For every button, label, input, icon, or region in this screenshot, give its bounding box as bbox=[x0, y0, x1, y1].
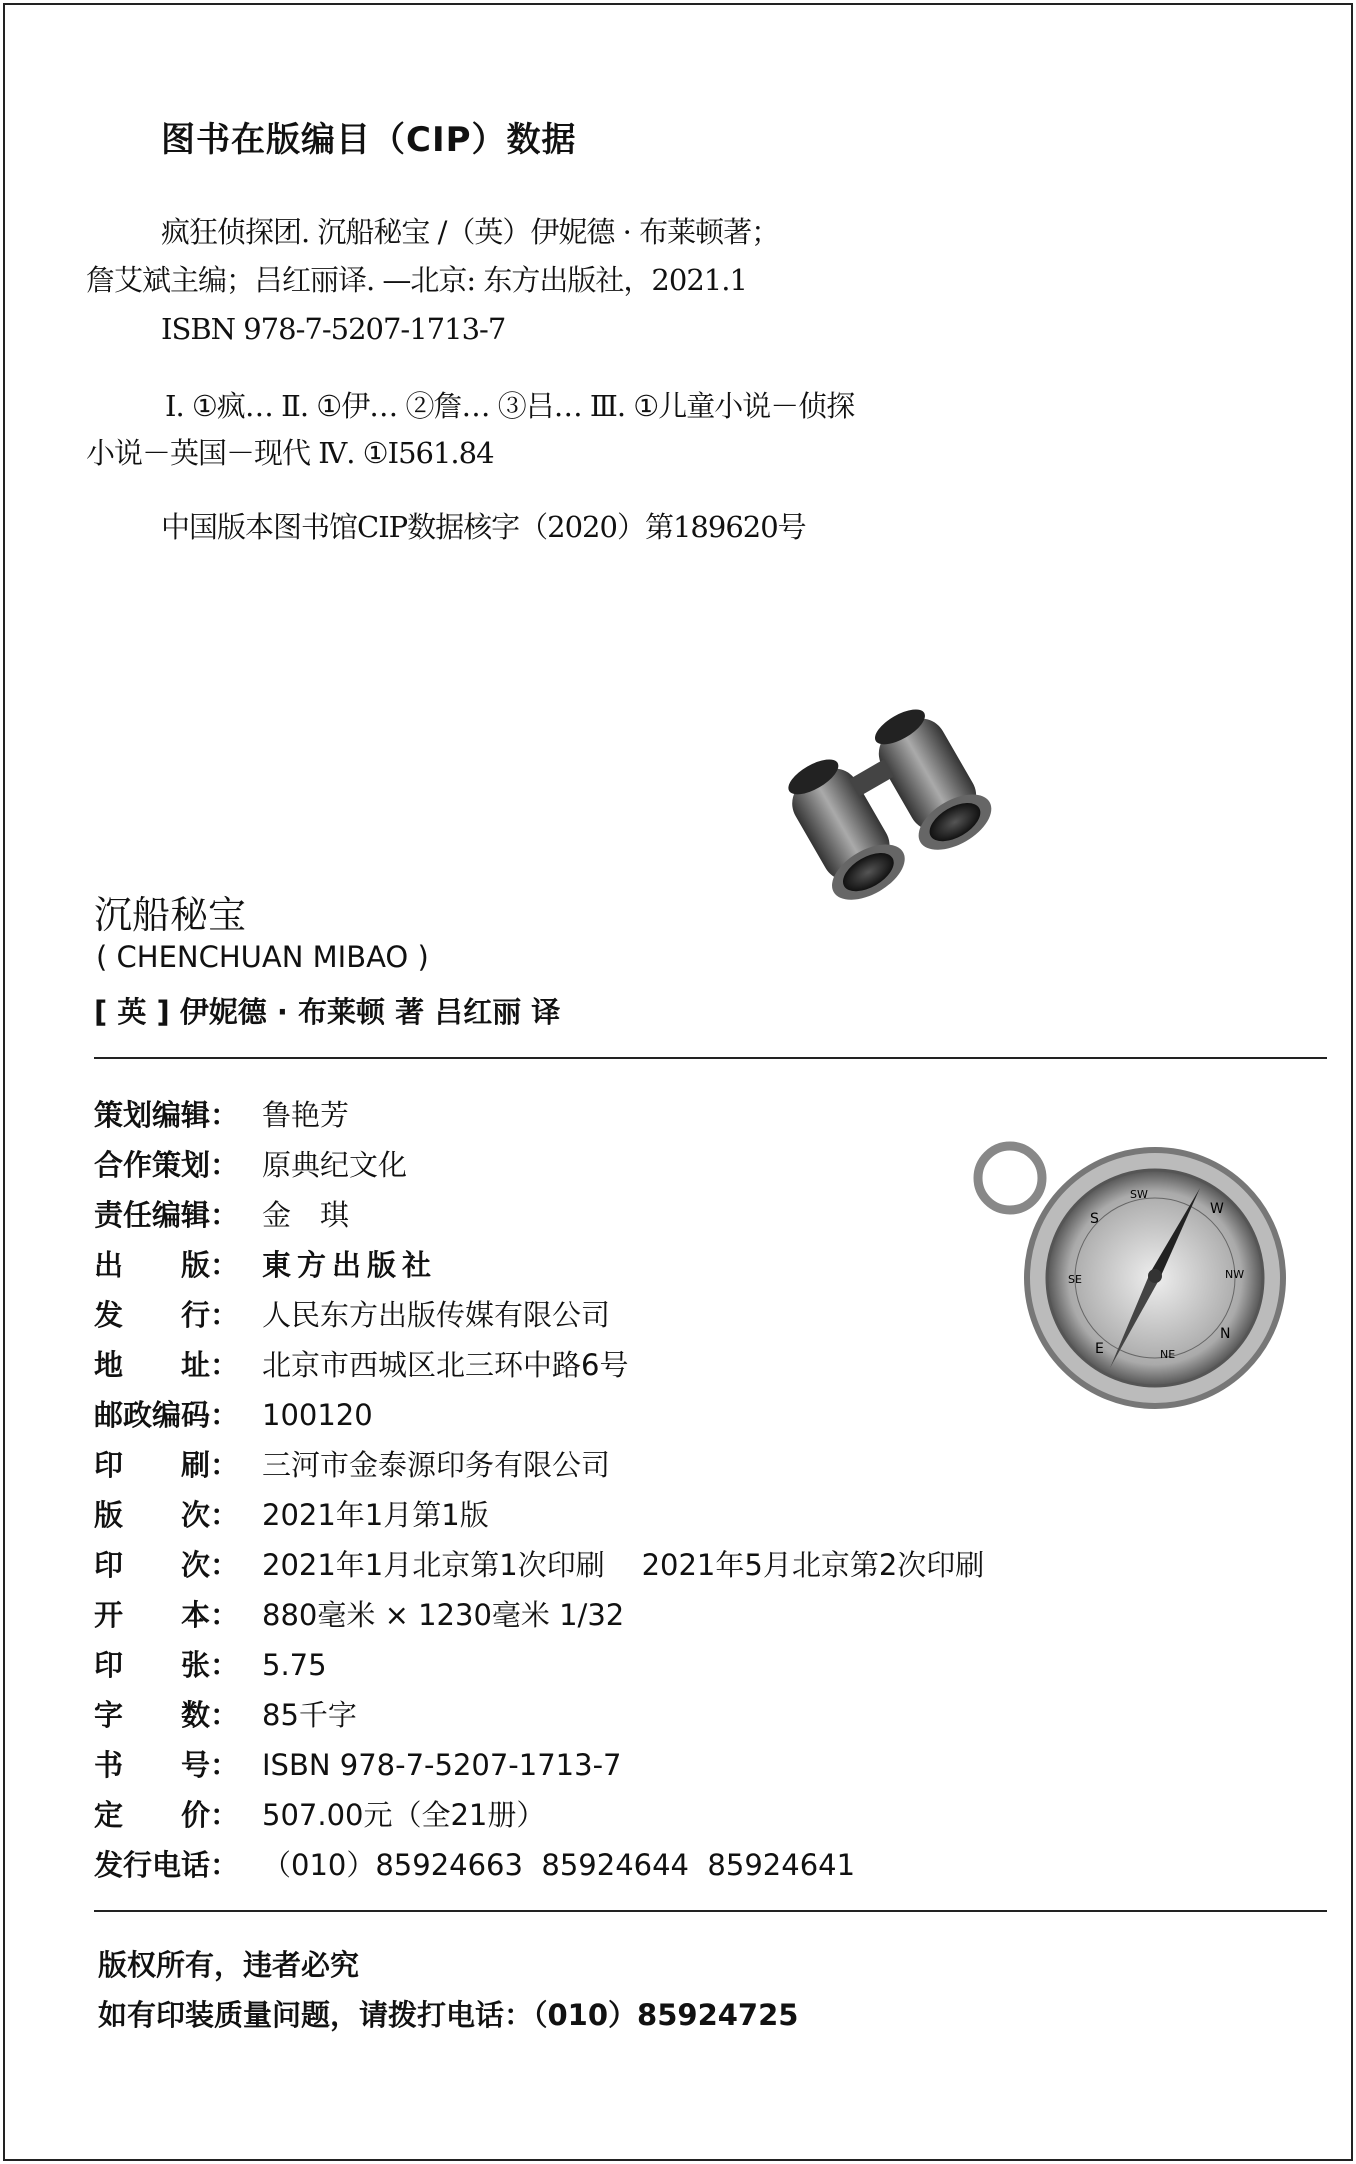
info-row bbox=[94, 1693, 357, 1734]
info-value: 金 琪 bbox=[262, 1198, 350, 1232]
info-label: 发 行： bbox=[94, 1298, 240, 1332]
info-row bbox=[94, 1343, 628, 1384]
cip-line: Ⅰ. ①疯… Ⅱ. ①伊… ②詹… ③吕… Ⅲ. ①儿童小说－侦探 bbox=[165, 389, 855, 423]
info-label: 字 数： bbox=[94, 1698, 240, 1732]
info-row bbox=[94, 1543, 984, 1584]
info-label: 印 刷： bbox=[94, 1448, 240, 1482]
info-label: 责任编辑： bbox=[94, 1198, 240, 1232]
compass-label: E bbox=[1095, 1341, 1104, 1357]
publisher-logo-text: 東方出版社 bbox=[262, 1248, 438, 1282]
cip-line: 詹艾斌主编；吕红丽译. —北京: 东方出版社，2021.1 bbox=[86, 263, 747, 297]
info-value: 880毫米 × 1230毫米 1/32 bbox=[262, 1598, 625, 1632]
compass-label: SW bbox=[1130, 1188, 1148, 1201]
compass-label: NW bbox=[1225, 1268, 1245, 1281]
compass-illustration bbox=[970, 1128, 1300, 1418]
book-pinyin: ( CHENCHUAN MIBAO ) bbox=[96, 940, 429, 974]
info-label: 开 本： bbox=[94, 1598, 240, 1632]
info-value: ISBN 978-7-5207-1713-7 bbox=[262, 1748, 622, 1782]
info-label: 版 次： bbox=[94, 1498, 240, 1532]
info-value: 人民东方出版传媒有限公司 bbox=[262, 1298, 611, 1332]
info-row bbox=[94, 1843, 855, 1884]
cip-line: ISBN 978-7-5207-1713-7 bbox=[161, 312, 506, 346]
info-row bbox=[94, 1293, 610, 1334]
compass-label: NE bbox=[1160, 1348, 1176, 1361]
divider bbox=[94, 1057, 1327, 1059]
divider bbox=[94, 1910, 1327, 1912]
info-label: 策划编辑： bbox=[94, 1098, 240, 1132]
info-value: （010）85924663 85924644 85924641 bbox=[262, 1848, 856, 1882]
info-row bbox=[94, 1593, 624, 1634]
info-row bbox=[94, 1643, 327, 1684]
quality-hotline: 如有印装质量问题，请拨打电话：（010）85924725 bbox=[98, 1998, 799, 2032]
info-label: 书 号： bbox=[94, 1748, 240, 1782]
info-label: 地 址： bbox=[94, 1348, 240, 1382]
info-value: 85千字 bbox=[262, 1698, 357, 1732]
info-label: 出 版： bbox=[94, 1248, 240, 1282]
info-value: 5.75 bbox=[262, 1648, 327, 1682]
info-row bbox=[94, 1143, 407, 1184]
info-value: 507.00元（全21册） bbox=[262, 1798, 546, 1832]
cip-line: 小说－英国－现代 Ⅳ. ①I561.84 bbox=[86, 436, 494, 470]
info-value: 北京市西城区北三环中路6号 bbox=[262, 1348, 629, 1382]
info-label: 定 价： bbox=[94, 1798, 240, 1832]
info-row bbox=[94, 1743, 621, 1784]
info-row bbox=[94, 1443, 610, 1484]
info-label: 印 次： bbox=[94, 1548, 240, 1582]
copyright-notice: 版权所有，违者必究 bbox=[98, 1948, 360, 1982]
info-row bbox=[94, 1393, 373, 1434]
cip-line: 疯狂侦探团. 沉船秘宝 /（英）伊妮德 · 布莱顿著； bbox=[161, 215, 780, 249]
info-row bbox=[94, 1193, 349, 1234]
compass-label: S bbox=[1090, 1211, 1099, 1227]
compass-label: SE bbox=[1068, 1273, 1082, 1286]
info-label: 发行电话： bbox=[94, 1848, 240, 1882]
info-value: 三河市金泰源印务有限公司 bbox=[262, 1448, 611, 1482]
info-value: 2021年1月北京第1次印刷 2021年5月北京第2次印刷 bbox=[262, 1548, 985, 1582]
info-label: 印 张： bbox=[94, 1648, 240, 1682]
compass-label: N bbox=[1220, 1326, 1231, 1342]
compass-label: W bbox=[1210, 1201, 1224, 1217]
info-value: 鲁艳芳 bbox=[262, 1098, 350, 1132]
cip-heading: 图书在版编目（CIP）数据 bbox=[161, 120, 577, 160]
info-label: 合作策划： bbox=[94, 1148, 240, 1182]
info-value: 2021年1月第1版 bbox=[262, 1498, 489, 1532]
cip-line: 中国版本图书馆CIP数据核字（2020）第189620号 bbox=[161, 510, 806, 544]
info-value: 原典纪文化 bbox=[262, 1148, 408, 1182]
info-label: 邮政编码： bbox=[94, 1398, 240, 1432]
info-value: 100120 bbox=[262, 1398, 373, 1432]
info-row bbox=[94, 1793, 545, 1834]
info-row bbox=[94, 1243, 437, 1284]
binoculars-illustration bbox=[766, 700, 1026, 915]
book-title: 沉船秘宝 bbox=[94, 893, 247, 937]
info-row bbox=[94, 1493, 489, 1534]
author-line: [ 英 ] 伊妮德 · 布莱顿 著 吕红丽 译 bbox=[94, 995, 561, 1029]
info-row bbox=[94, 1093, 349, 1134]
